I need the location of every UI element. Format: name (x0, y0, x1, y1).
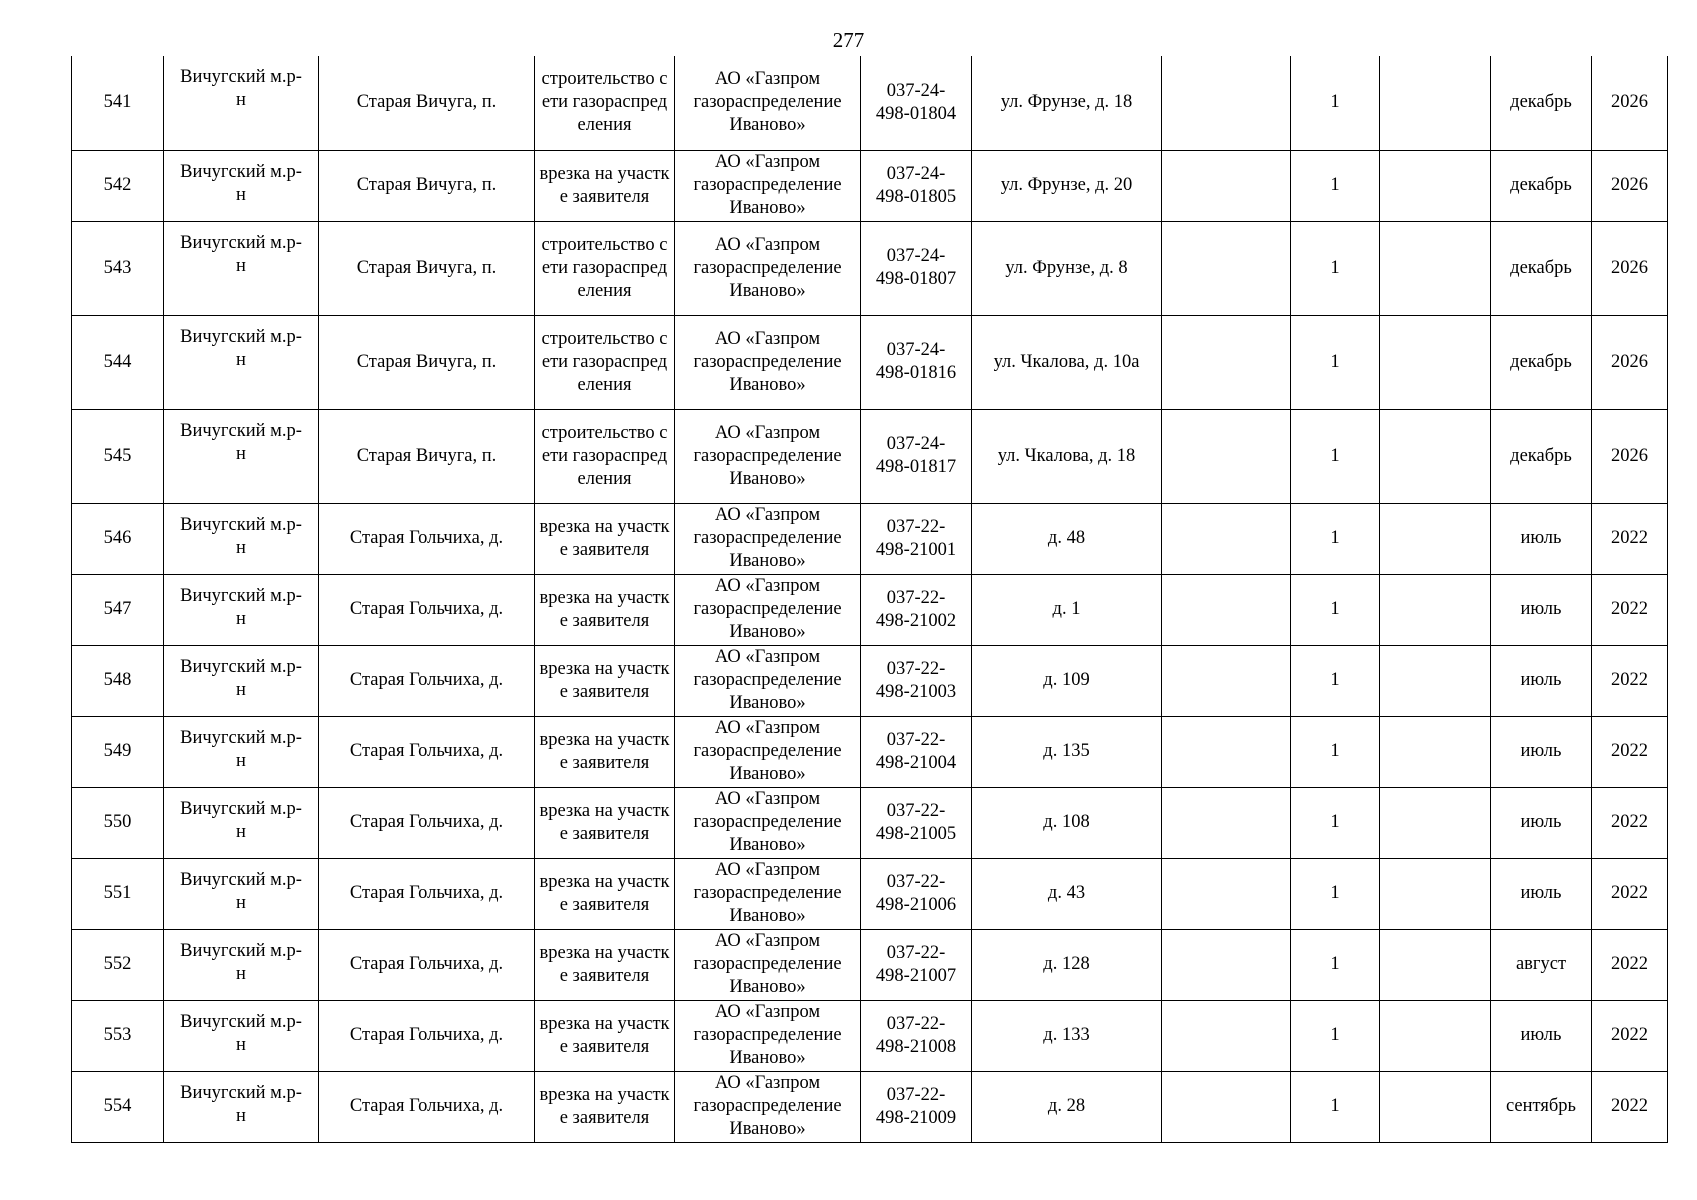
application-code-cell: 037-24- 498-01817 (861, 409, 972, 503)
month-cell: декабрь (1491, 409, 1592, 503)
address-cell: д. 128 (972, 929, 1162, 1000)
table-row (72, 716, 1668, 787)
address-cell: д. 48 (972, 503, 1162, 574)
application-code-cell: 037-22- 498-21007 (861, 929, 972, 1000)
locality-cell: Старая Гольчиха, д. (319, 1071, 535, 1142)
organization-cell: АО «Газпром газораспределение Иваново» (675, 1000, 861, 1071)
organization-cell: АО «Газпром газораспределение Иваново» (675, 503, 861, 574)
table-row (72, 929, 1668, 1000)
empty-cell (1162, 409, 1291, 503)
empty-cell (1162, 315, 1291, 409)
address-cell: д. 108 (972, 787, 1162, 858)
year-cell: 2022 (1592, 1000, 1668, 1071)
table-row (72, 858, 1668, 929)
row-number: 552 (72, 929, 164, 1000)
row-number: 541 (72, 56, 164, 150)
application-code-cell: 037-22- 498-21009 (861, 1071, 972, 1142)
empty-cell (1162, 150, 1291, 221)
locality-cell: Старая Гольчиха, д. (319, 929, 535, 1000)
month-cell: август (1491, 929, 1592, 1000)
row-number: 553 (72, 1000, 164, 1071)
year-cell: 2026 (1592, 221, 1668, 315)
application-code-cell: 037-22- 498-21001 (861, 503, 972, 574)
row-number: 554 (72, 1071, 164, 1142)
empty-cell (1380, 929, 1491, 1000)
row-number: 551 (72, 858, 164, 929)
count-cell: 1 (1291, 315, 1380, 409)
organization-cell: АО «Газпром газораспределение Иваново» (675, 574, 861, 645)
work-type-cell: строительство сети газораспределения (535, 56, 675, 150)
district-cell: Вичугский м.р- н (164, 503, 319, 574)
month-cell: июль (1491, 503, 1592, 574)
locality-cell: Старая Вичуга, п. (319, 221, 535, 315)
application-code-cell: 037-22- 498-21005 (861, 787, 972, 858)
application-code-cell: 037-24- 498-01805 (861, 150, 972, 221)
month-cell: июль (1491, 716, 1592, 787)
organization-cell: АО «Газпром газораспределение Иваново» (675, 150, 861, 221)
row-number: 549 (72, 716, 164, 787)
work-type-cell: врезка на участке заявителя (535, 1000, 675, 1071)
month-cell: сентябрь (1491, 1071, 1592, 1142)
application-code-cell: 037-24- 498-01804 (861, 56, 972, 150)
district-cell: Вичугский м.р- н (164, 409, 319, 503)
count-cell: 1 (1291, 503, 1380, 574)
table-row (72, 56, 1668, 150)
work-type-cell: врезка на участке заявителя (535, 787, 675, 858)
count-cell: 1 (1291, 221, 1380, 315)
year-cell: 2022 (1592, 858, 1668, 929)
locality-cell: Старая Вичуга, п. (319, 315, 535, 409)
locality-cell: Старая Гольчиха, д. (319, 645, 535, 716)
empty-cell (1380, 315, 1491, 409)
month-cell: июль (1491, 787, 1592, 858)
row-number: 542 (72, 150, 164, 221)
month-cell: декабрь (1491, 56, 1592, 150)
year-cell: 2022 (1592, 645, 1668, 716)
address-cell: ул. Фрунзе, д. 18 (972, 56, 1162, 150)
district-cell: Вичугский м.р- н (164, 315, 319, 409)
application-code-cell: 037-22- 498-21006 (861, 858, 972, 929)
empty-cell (1380, 150, 1491, 221)
organization-cell: АО «Газпром газораспределение Иваново» (675, 787, 861, 858)
empty-cell (1380, 503, 1491, 574)
work-type-cell: врезка на участке заявителя (535, 150, 675, 221)
address-cell: д. 109 (972, 645, 1162, 716)
district-cell: Вичугский м.р- н (164, 574, 319, 645)
locality-cell: Старая Гольчиха, д. (319, 787, 535, 858)
row-number: 547 (72, 574, 164, 645)
table-row (72, 1000, 1668, 1071)
address-cell: ул. Чкалова, д. 10а (972, 315, 1162, 409)
empty-cell (1162, 1000, 1291, 1071)
address-cell: д. 133 (972, 1000, 1162, 1071)
table-row (72, 221, 1668, 315)
empty-cell (1162, 858, 1291, 929)
application-code-cell: 037-24- 498-01807 (861, 221, 972, 315)
empty-cell (1162, 787, 1291, 858)
application-code-cell: 037-22- 498-21004 (861, 716, 972, 787)
district-cell: Вичугский м.р- н (164, 150, 319, 221)
count-cell: 1 (1291, 574, 1380, 645)
organization-cell: АО «Газпром газораспределение Иваново» (675, 221, 861, 315)
year-cell: 2022 (1592, 574, 1668, 645)
application-code-cell: 037-22- 498-21002 (861, 574, 972, 645)
district-cell: Вичугский м.р- н (164, 787, 319, 858)
work-type-cell: врезка на участке заявителя (535, 858, 675, 929)
table-row (72, 150, 1668, 221)
organization-cell: АО «Газпром газораспределение Иваново» (675, 716, 861, 787)
month-cell: июль (1491, 1000, 1592, 1071)
locality-cell: Старая Вичуга, п. (319, 150, 535, 221)
table-row (72, 645, 1668, 716)
empty-cell (1380, 1000, 1491, 1071)
locality-cell: Старая Гольчиха, д. (319, 858, 535, 929)
work-type-cell: врезка на участке заявителя (535, 1071, 675, 1142)
address-cell: д. 135 (972, 716, 1162, 787)
district-cell: Вичугский м.р- н (164, 645, 319, 716)
year-cell: 2022 (1592, 503, 1668, 574)
application-code-cell: 037-24- 498-01816 (861, 315, 972, 409)
district-cell: Вичугский м.р- н (164, 56, 319, 150)
organization-cell: АО «Газпром газораспределение Иваново» (675, 56, 861, 150)
table-body (72, 56, 1668, 1142)
work-type-cell: врезка на участке заявителя (535, 503, 675, 574)
empty-cell (1380, 409, 1491, 503)
locality-cell: Старая Вичуга, п. (319, 409, 535, 503)
district-cell: Вичугский м.р- н (164, 858, 319, 929)
work-type-cell: врезка на участке заявителя (535, 929, 675, 1000)
month-cell: декабрь (1491, 150, 1592, 221)
empty-cell (1162, 574, 1291, 645)
application-code-cell: 037-22- 498-21008 (861, 1000, 972, 1071)
empty-cell (1162, 221, 1291, 315)
year-cell: 2026 (1592, 409, 1668, 503)
address-cell: ул. Фрунзе, д. 8 (972, 221, 1162, 315)
table-row (72, 503, 1668, 574)
empty-cell (1380, 716, 1491, 787)
gasification-schedule-table (71, 56, 1668, 1143)
work-type-cell: врезка на участке заявителя (535, 574, 675, 645)
count-cell: 1 (1291, 787, 1380, 858)
district-cell: Вичугский м.р- н (164, 929, 319, 1000)
count-cell: 1 (1291, 409, 1380, 503)
locality-cell: Старая Гольчиха, д. (319, 574, 535, 645)
empty-cell (1380, 56, 1491, 150)
table-row (72, 787, 1668, 858)
work-type-cell: врезка на участке заявителя (535, 716, 675, 787)
year-cell: 2026 (1592, 315, 1668, 409)
work-type-cell: врезка на участке заявителя (535, 645, 675, 716)
empty-cell (1162, 1071, 1291, 1142)
work-type-cell: строительство сети газораспределения (535, 409, 675, 503)
empty-cell (1162, 56, 1291, 150)
empty-cell (1162, 716, 1291, 787)
empty-cell (1380, 645, 1491, 716)
row-number: 550 (72, 787, 164, 858)
count-cell: 1 (1291, 150, 1380, 221)
count-cell: 1 (1291, 929, 1380, 1000)
empty-cell (1380, 858, 1491, 929)
count-cell: 1 (1291, 716, 1380, 787)
empty-cell (1380, 221, 1491, 315)
address-cell: д. 1 (972, 574, 1162, 645)
year-cell: 2022 (1592, 929, 1668, 1000)
empty-cell (1162, 929, 1291, 1000)
organization-cell: АО «Газпром газораспределение Иваново» (675, 315, 861, 409)
year-cell: 2026 (1592, 150, 1668, 221)
empty-cell (1380, 574, 1491, 645)
locality-cell: Старая Гольчиха, д. (319, 716, 535, 787)
count-cell: 1 (1291, 1071, 1380, 1142)
year-cell: 2022 (1592, 1071, 1668, 1142)
locality-cell: Старая Гольчиха, д. (319, 1000, 535, 1071)
month-cell: декабрь (1491, 221, 1592, 315)
row-number: 548 (72, 645, 164, 716)
count-cell: 1 (1291, 645, 1380, 716)
month-cell: июль (1491, 574, 1592, 645)
empty-cell (1380, 1071, 1491, 1142)
year-cell: 2022 (1592, 787, 1668, 858)
table-row (72, 409, 1668, 503)
district-cell: Вичугский м.р- н (164, 1071, 319, 1142)
table-row (72, 1071, 1668, 1142)
table-row (72, 574, 1668, 645)
row-number: 544 (72, 315, 164, 409)
address-cell: д. 43 (972, 858, 1162, 929)
address-cell: д. 28 (972, 1071, 1162, 1142)
work-type-cell: строительство сети газораспределения (535, 315, 675, 409)
address-cell: ул. Чкалова, д. 18 (972, 409, 1162, 503)
table-row (72, 315, 1668, 409)
month-cell: июль (1491, 858, 1592, 929)
district-cell: Вичугский м.р- н (164, 221, 319, 315)
empty-cell (1162, 645, 1291, 716)
work-type-cell: строительство сети газораспределения (535, 221, 675, 315)
year-cell: 2022 (1592, 716, 1668, 787)
organization-cell: АО «Газпром газораспределение Иваново» (675, 1071, 861, 1142)
month-cell: декабрь (1491, 315, 1592, 409)
row-number: 546 (72, 503, 164, 574)
month-cell: июль (1491, 645, 1592, 716)
application-code-cell: 037-22- 498-21003 (861, 645, 972, 716)
count-cell: 1 (1291, 1000, 1380, 1071)
year-cell: 2026 (1592, 56, 1668, 150)
organization-cell: АО «Газпром газораспределение Иваново» (675, 929, 861, 1000)
organization-cell: АО «Газпром газораспределение Иваново» (675, 645, 861, 716)
empty-cell (1380, 787, 1491, 858)
page-number: 277 (832, 28, 865, 52)
locality-cell: Старая Вичуга, п. (319, 56, 535, 150)
count-cell: 1 (1291, 56, 1380, 150)
count-cell: 1 (1291, 858, 1380, 929)
organization-cell: АО «Газпром газораспределение Иваново» (675, 409, 861, 503)
empty-cell (1162, 503, 1291, 574)
district-cell: Вичугский м.р- н (164, 1000, 319, 1071)
organization-cell: АО «Газпром газораспределение Иваново» (675, 858, 861, 929)
row-number: 545 (72, 409, 164, 503)
district-cell: Вичугский м.р- н (164, 716, 319, 787)
address-cell: ул. Фрунзе, д. 20 (972, 150, 1162, 221)
locality-cell: Старая Гольчиха, д. (319, 503, 535, 574)
row-number: 543 (72, 221, 164, 315)
